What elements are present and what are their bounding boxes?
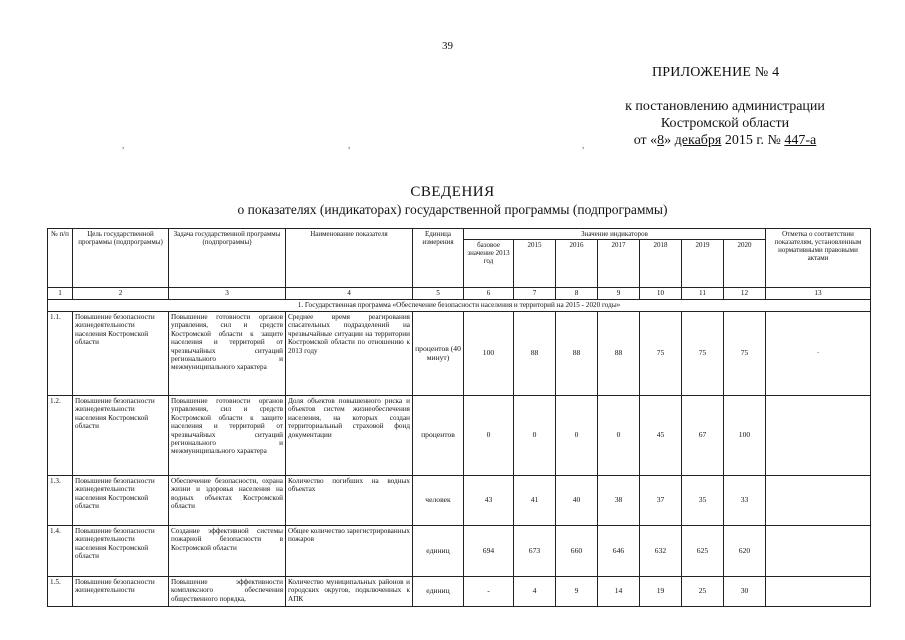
row-value-2019: 625 — [682, 526, 724, 577]
row-num: 1.1. — [48, 312, 73, 396]
table-row — [48, 396, 871, 476]
header-task: Задача государственной программы (подпрограммы) — [169, 229, 286, 288]
row-value-base: 694 — [464, 526, 514, 577]
row-value-2015: 0 — [514, 396, 556, 476]
row-unit: процентов — [413, 396, 464, 476]
row-value-base: - — [464, 577, 514, 607]
row-goal: Повышение безопасности жизнедеятельности населения Костромской области — [73, 396, 169, 476]
date-year: 2015 г. № — [721, 133, 785, 148]
scan-marks — [0, 140, 905, 148]
column-number: 4 — [286, 288, 413, 300]
row-num: 1.2. — [48, 396, 73, 476]
row-num: 1.5. — [48, 577, 73, 607]
table-row — [48, 476, 871, 526]
row-value-2020: 30 — [724, 577, 766, 607]
header-values-group: Значение индикаторов — [464, 229, 766, 240]
header-row-1 — [48, 229, 871, 240]
doc-number: 447-а — [784, 133, 817, 148]
scan-mark: , — [582, 140, 585, 150]
row-value-2018: 75 — [640, 312, 682, 396]
header-year: 2016 — [556, 240, 598, 288]
column-number: 2 — [73, 288, 169, 300]
row-goal: Повышение безопасности жизнедеятельности населения Костромской области — [73, 476, 169, 526]
row-value-2016: 660 — [556, 526, 598, 577]
row-value-2015: 88 — [514, 312, 556, 396]
row-indicator: Количество муниципальных районов и городских округов, подключенных к АПК — [286, 577, 413, 607]
row-value-2020: 100 — [724, 396, 766, 476]
row-task: Повышение готовности органов управления, сил и средств Костромской области к защите населения и территорий от чрезвычайных ситуаций регионального и межмуниципального характера — [169, 396, 286, 476]
row-task: Создание эффективной системы пожарной безопасности в Костромской области — [169, 526, 286, 577]
row-value-2018: 37 — [640, 476, 682, 526]
scan-mark: , — [122, 140, 125, 150]
column-number: 3 — [169, 288, 286, 300]
row-value-base: 43 — [464, 476, 514, 526]
column-number: 12 — [724, 288, 766, 300]
date-day: 8 — [657, 133, 665, 148]
appendix-title: ПРИЛОЖЕНИЕ № 4 — [652, 65, 780, 80]
row-value-base: 100 — [464, 312, 514, 396]
table-row — [48, 312, 871, 396]
column-number: 11 — [682, 288, 724, 300]
row-value-2020: 33 — [724, 476, 766, 526]
row-value-2018: 632 — [640, 526, 682, 577]
column-number: 6 — [464, 288, 514, 300]
document-subtitle: о показателях (индикаторах) государственной программы (подпрограммы) — [237, 202, 668, 217]
section-row — [48, 300, 871, 312]
row-value-2015: 4 — [514, 577, 556, 607]
row-value-2016: 9 — [556, 577, 598, 607]
row-value-2018: 45 — [640, 396, 682, 476]
row-note — [766, 526, 871, 577]
row-goal: Повышение безопасности жизнедеятельности — [73, 577, 169, 607]
indicators-table — [47, 228, 871, 607]
row-indicator: Доля объектов повышенного риска и объектов систем жизнеобеспечения населения, на которых создан территориальный страховой фонд документации — [286, 396, 413, 476]
row-indicator: Среднее время реагирования спасательных подразделений на чрезвычайные ситуации на территории Костромской области по отношению к 2013 году — [286, 312, 413, 396]
row-unit: единиц — [413, 577, 464, 607]
row-value-2019: 25 — [682, 577, 724, 607]
row-unit: человек — [413, 476, 464, 526]
row-value-2017: 646 — [598, 526, 640, 577]
row-num: 1.3. — [48, 476, 73, 526]
row-goal: Повышение безопасности жизнедеятельности населения Костромской области — [73, 526, 169, 577]
row-value-2016: 88 — [556, 312, 598, 396]
header-year: 2018 — [640, 240, 682, 288]
document-title: СВЕДЕНИЯ — [410, 184, 495, 200]
row-indicator: Общее количество зарегистрированных пожаров — [286, 526, 413, 577]
header-year: 2020 — [724, 240, 766, 288]
table-row — [48, 577, 871, 607]
column-numbers-row — [48, 288, 871, 300]
row-value-2019: 67 — [682, 396, 724, 476]
column-number: 10 — [640, 288, 682, 300]
row-goal: Повышение безопасности жизнедеятельности населения Костромской области — [73, 312, 169, 396]
row-note: · — [766, 312, 871, 396]
section-title: 1. Государственная программа «Обеспечение безопасности населения и территорий на 2015 - 2020 годы» — [48, 300, 871, 312]
column-number: 13 — [766, 288, 871, 300]
header-goal: Цель государственной программы (подпрограммы) — [73, 229, 169, 288]
header-year: 2017 — [598, 240, 640, 288]
row-value-2020: 620 — [724, 526, 766, 577]
row-value-2019: 35 — [682, 476, 724, 526]
row-unit: единиц — [413, 526, 464, 577]
header-indicator: Наименование показателя — [286, 229, 413, 288]
table-row — [48, 526, 871, 577]
column-number: 7 — [514, 288, 556, 300]
row-value-2017: 0 — [598, 396, 640, 476]
row-value-2015: 41 — [514, 476, 556, 526]
header-unit: Единица измерения — [413, 229, 464, 288]
row-value-2017: 88 — [598, 312, 640, 396]
header-num: № п/п — [48, 229, 73, 288]
row-value-2020: 75 — [724, 312, 766, 396]
row-value-2016: 0 — [556, 396, 598, 476]
row-value-2015: 673 — [514, 526, 556, 577]
header-note: Отметка о соответствии показателям, установленным нормативными правовыми актами — [766, 229, 871, 288]
scan-mark: , — [348, 140, 351, 150]
row-note — [766, 577, 871, 607]
header-base: базовое значение 2013 год — [464, 240, 514, 288]
column-number: 5 — [413, 288, 464, 300]
column-number: 9 — [598, 288, 640, 300]
row-value-2019: 75 — [682, 312, 724, 396]
row-unit: процентов (40 минут) — [413, 312, 464, 396]
row-value-2017: 14 — [598, 577, 640, 607]
decree-line-1: к постановлению администрации — [625, 99, 825, 114]
date-mid: » — [664, 133, 675, 148]
row-task: Повышение эффективности комплексного обеспечения общественного порядка, — [169, 577, 286, 607]
date-prefix: от « — [633, 133, 658, 148]
header-year: 2015 — [514, 240, 556, 288]
row-value-2017: 38 — [598, 476, 640, 526]
date-month: декабря — [674, 133, 722, 148]
row-indicator: Количество погибших на водных объектах — [286, 476, 413, 526]
row-task: Повышение готовности органов управления, сил и средств Костромской области к защите населения и территорий от чрезвычайных ситуаций регионального и межмуниципального характера — [169, 312, 286, 396]
column-number: 8 — [556, 288, 598, 300]
row-value-2016: 40 — [556, 476, 598, 526]
page-number: 39 — [442, 40, 453, 52]
header-year: 2019 — [682, 240, 724, 288]
decree-line-2: Костромской области — [660, 116, 790, 131]
column-number: 1 — [48, 288, 73, 300]
row-note — [766, 476, 871, 526]
row-value-base: 0 — [464, 396, 514, 476]
row-value-2018: 19 — [640, 577, 682, 607]
row-num: 1.4. — [48, 526, 73, 577]
row-task: Обеспечение безопасности, охрана жизни и здоровья населения на водных объектах Костромской области — [169, 476, 286, 526]
row-note — [766, 396, 871, 476]
